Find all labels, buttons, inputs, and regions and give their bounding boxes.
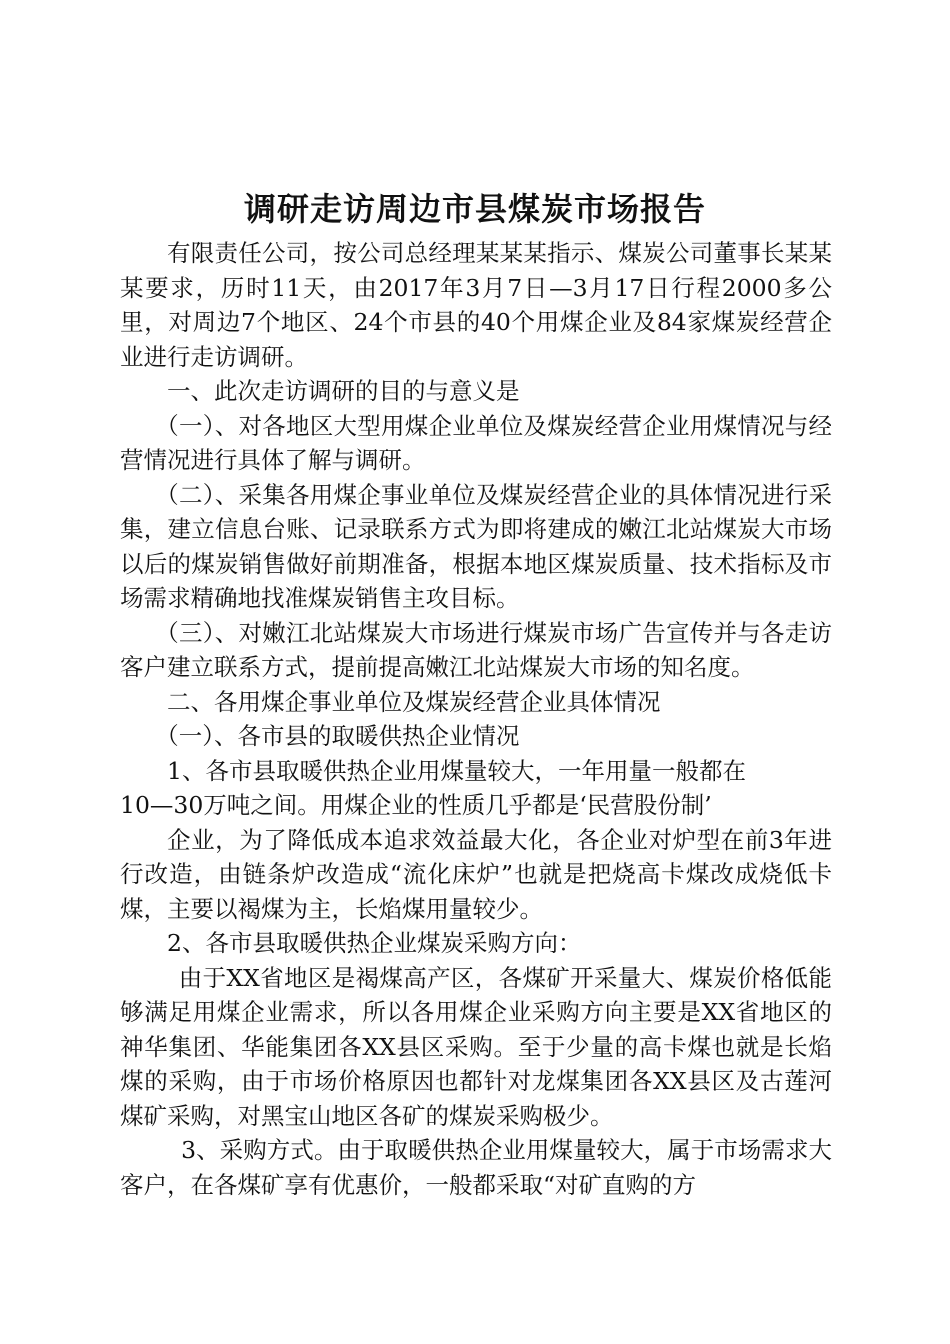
item-1-line: 1、各市县取暖供热企业用煤量较大，一年用量一般都在 bbox=[167, 756, 746, 785]
subsection-1-1: （一）、对各地区大型用煤企业单位及煤炭经营企业用煤情况与经营情况进行具体了解与调研。 bbox=[120, 411, 832, 474]
item-1-detail: 企业，为了降低成本追求效益最大化，各企业对炉型在前3年进行改造，由链条炉改造成“流化床炉”也就是把烧高卡煤改成烧低卡煤，主要以褐煤为主，长焰煤用量较少。 bbox=[120, 825, 832, 923]
item-2-detail: 由于XX省地区是褐煤高产区，各煤矿开采量大、煤炭价格低能够满足用煤企业需求，所以各用煤企业采购方向主要是XX省地区的神华集团、华能集团各XX县区采购。至于少量的高卡煤也就是长焰煤的采购，由于市场价格原因也都针对龙煤集团各XX县区及古莲河煤矿采购，对黑宝山地区各矿的煤炭采购极少。 bbox=[120, 963, 832, 1130]
subsection-2-1: （一）、各市县的取暖供热企业情况 bbox=[155, 722, 520, 750]
intro-paragraph: 有限责任公司，按公司总经理某某某指示、煤炭公司董事长某某某要求，历时11天，由2017年3月7日—3月17日行程2000多公里，对周边7个地区、24个市县的40个用煤企业及84家煤炭经营企业进行走访调研。 bbox=[120, 239, 832, 371]
subsection-1-3: （三）、对嫩江北站煤炭大市场进行煤炭市场广告宣传并与各走访客户建立联系方式，提前提高嫩江北站煤炭大市场的知名度。 bbox=[120, 618, 832, 681]
item-2-heading: 2、各市县取暖供热企业煤炭采购方向： bbox=[167, 929, 582, 957]
document-body bbox=[120, 236, 832, 1202]
section-heading-1: 一、此次走访调研的目的与意义是 bbox=[167, 377, 520, 405]
subsection-1-2: （二）、采集各用煤企事业单位及煤炭经营企业的具体情况进行采集，建立信息台账、记录联系方式为即将建成的嫩江北站煤炭大市场以后的煤炭销售做好前期准备，根据本地区煤炭质量、技术指标及市场需求精确地找准煤炭销售主攻目标。 bbox=[120, 480, 832, 612]
item-1-continuation: 10—30万吨之间。用煤企业的性质几乎都是‘民营股份制’ bbox=[120, 791, 712, 819]
document-title: 调研走访周边市县煤炭市场报告 bbox=[243, 190, 706, 228]
item-3-paragraph: 3、采购方式。由于取暖供热企业用煤量较大，属于市场需求大客户，在各煤矿享有优惠价，一般都采取“对矿直购的方 bbox=[120, 1136, 832, 1199]
section-heading-2: 二、各用煤企事业单位及煤炭经营企业具体情况 bbox=[167, 687, 661, 716]
